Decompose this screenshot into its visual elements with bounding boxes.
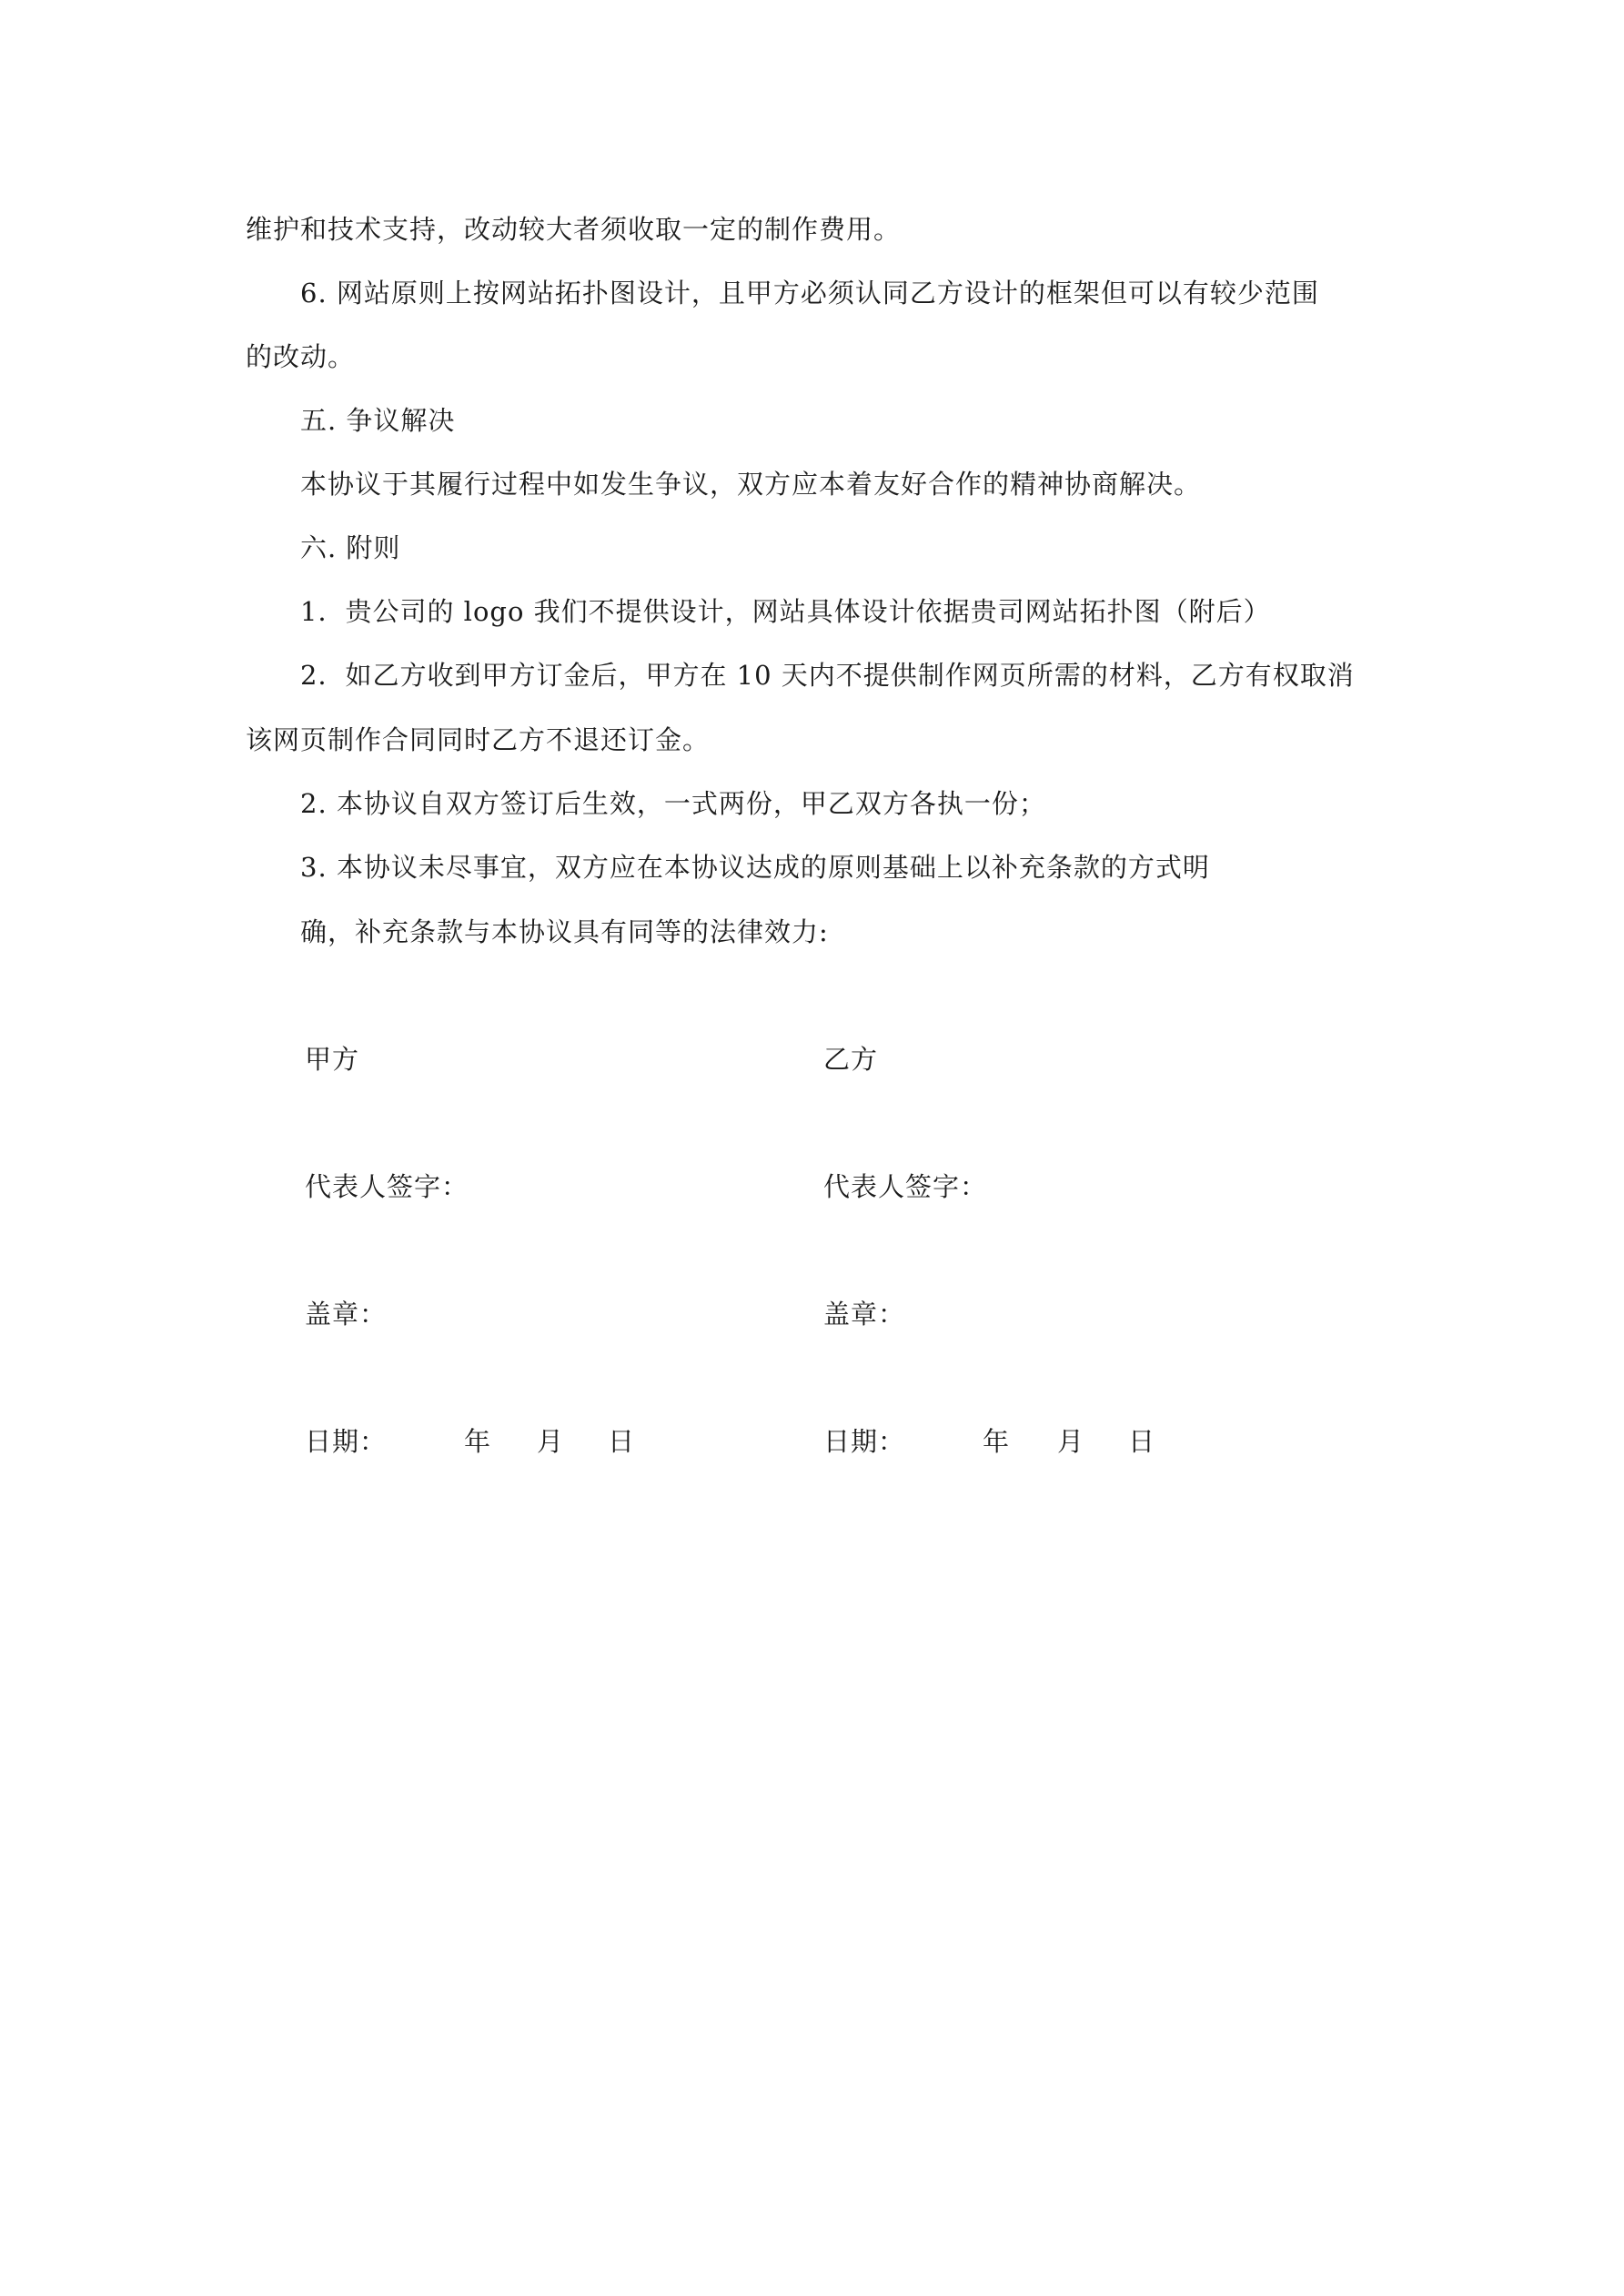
- party-b-date-month: 月: [1057, 1426, 1084, 1457]
- appendix-item-2: 2．如乙方收到甲方订金后，甲方在 10 天内不提供制作网页所需的材料，乙方有权取消: [300, 660, 1355, 691]
- appendix-item-1: 1．贵公司的 logo 我们不提供设计，网站具体设计依据贵司网站拓扑图（附后）: [300, 596, 1271, 627]
- clause-text-line: 确，补充条款与本协议具有同等的法律效力:: [300, 916, 829, 947]
- party-a-date-day: 日: [608, 1426, 635, 1457]
- party-b-date-year: 年: [983, 1426, 1010, 1457]
- party-b-label: 乙方: [823, 1044, 879, 1075]
- party-a-date-month: 月: [537, 1426, 564, 1457]
- party-b-rep-label: 代表人签字：: [823, 1171, 988, 1202]
- party-a-rep-label: 代表人签字：: [305, 1171, 469, 1202]
- party-a-date-year: 年: [464, 1426, 491, 1457]
- section-heading-dispute: 五. 争议解决: [300, 405, 456, 436]
- party-b-seal-label: 盖章：: [823, 1299, 906, 1330]
- party-a-label: 甲方: [305, 1044, 360, 1075]
- clause-6-line: 6. 网站原则上按网站拓扑图设计，且甲方必须认同乙方设计的框架但可以有较少范围: [300, 278, 1319, 308]
- appendix-item-3: 3. 本协议未尽事宜，双方应在本协议达成的原则基础上以补充条款的方式明: [300, 852, 1210, 883]
- clause-text-line: 该网页制作合同同时乙方不退还订金。: [246, 724, 711, 755]
- appendix-item-effective: 2. 本协议自双方签订后生效，一式两份，甲乙双方各执一份；: [300, 788, 1046, 819]
- party-b-date-label: 日期：: [823, 1426, 906, 1457]
- clause-text-line: 维护和技术支持，改动较大者须收取一定的制作费用。: [246, 214, 902, 245]
- party-b-date-day: 日: [1128, 1426, 1155, 1457]
- section-heading-appendix: 六. 附则: [300, 532, 401, 563]
- dispute-text: 本协议于其履行过程中如发生争议，双方应本着友好合作的精神协商解决。: [300, 469, 1202, 500]
- party-a-seal-label: 盖章：: [305, 1299, 388, 1330]
- party-a-date-label: 日期：: [305, 1426, 388, 1457]
- clause-text-line: 的改动。: [246, 341, 356, 372]
